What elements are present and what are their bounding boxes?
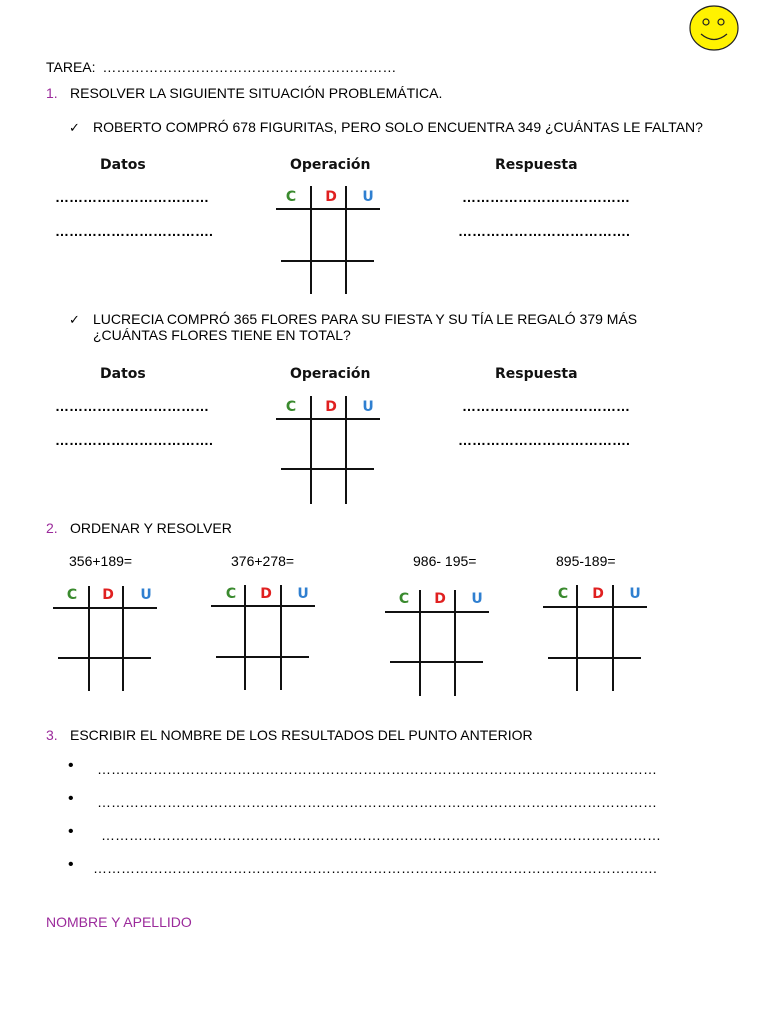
cdu-grid: [211, 581, 317, 693]
problem-2-text-line-1: LUCRECIA COMPRÓ 365 FLORES PARA SU FIESTA Y SU TÍA LE REGALÓ 379 MÁS: [93, 311, 638, 327]
respuesta-line-2: ……………………………….: [458, 223, 630, 239]
datos-header: Datos: [100, 157, 146, 173]
cdu-d-label: D: [325, 189, 337, 205]
cdu-grid: [543, 581, 649, 693]
name-label: NOMBRE Y APELLIDO: [46, 914, 192, 930]
homework-header: [46, 59, 396, 75]
cdu-u-label: U: [471, 591, 483, 607]
cdu-c-label: C: [66, 587, 78, 603]
operacion-header: Operación: [290, 366, 371, 382]
respuesta-header: Respuesta: [495, 157, 578, 173]
bullet-icon: •: [68, 823, 74, 840]
cdu-c-label: C: [557, 586, 569, 602]
datos-line-2: …………………………….: [55, 432, 213, 448]
section-3-title: ESCRIBIR EL NOMBRE DE LOS RESULTADOS DEL PUNTO ANTERIOR: [70, 727, 533, 743]
cdu-u-label: U: [362, 189, 374, 205]
cdu-grid: [53, 582, 159, 694]
cdu-c-label: C: [285, 399, 297, 415]
operacion-header: Operación: [290, 157, 371, 173]
respuesta-line-1: ………………………………: [462, 398, 630, 414]
section-2-heading: [46, 520, 232, 536]
problem-1-text: ROBERTO COMPRÓ 678 FIGURITAS, PERO SOLO ENCUENTRA 349 ¿CUÁNTAS LE FALTAN?: [93, 119, 703, 135]
respuesta-line-2: ……………………………….: [458, 432, 630, 448]
problem-2-text-line-2: ¿CUÁNTAS FLORES TIENE EN TOTAL?: [93, 327, 351, 343]
bullet-icon: •: [68, 856, 74, 873]
answer-line-2: …………………………………………………………………………………………………………: [97, 794, 657, 810]
section-1-title: RESOLVER LA SIGUIENTE SITUACIÓN PROBLEMÁTICA.: [70, 85, 443, 101]
cdu-grid: [385, 586, 491, 698]
section-1-heading: [46, 85, 443, 101]
section-2-title: ORDENAR Y RESOLVER: [70, 520, 232, 536]
exercise-4: 895-189=: [556, 553, 616, 569]
cdu-grid: [276, 394, 382, 506]
checkmark-icon: ✓: [69, 120, 80, 135]
cdu-u-label: U: [140, 587, 152, 603]
smiley-face-icon: [689, 5, 739, 51]
cdu-d-label: D: [592, 586, 604, 602]
datos-line-1: ……………………………: [55, 189, 209, 205]
cdu-c-label: C: [398, 591, 410, 607]
section-3-number: 3.: [46, 727, 58, 743]
problem-1: [69, 119, 703, 136]
datos-line-2: …………………………….: [55, 223, 213, 239]
section-1-number: 1.: [46, 85, 58, 101]
bullet-icon: •: [68, 757, 74, 774]
cdu-u-label: U: [629, 586, 641, 602]
answer-line-1: …………………………………………………………………………………………………………: [97, 761, 657, 777]
cdu-c-label: C: [225, 586, 237, 602]
homework-dots: ………………………………………………………: [102, 59, 397, 75]
cdu-d-label: D: [325, 399, 337, 415]
exercise-3: 986- 195=: [413, 553, 477, 569]
homework-label: TAREA:: [46, 59, 96, 75]
respuesta-line-1: ………………………………: [462, 189, 630, 205]
bullet-icon: •: [68, 790, 74, 807]
section-3-heading: [46, 727, 533, 743]
cdu-c-label: C: [285, 189, 297, 205]
answer-line-4: ………………………………………………………………………………………………………….: [93, 860, 657, 876]
cdu-u-label: U: [362, 399, 374, 415]
cdu-d-label: D: [434, 591, 446, 607]
respuesta-header: Respuesta: [495, 366, 578, 382]
cdu-d-label: D: [260, 586, 272, 602]
answer-line-3: …………………………………………………………………………………………………………: [101, 827, 661, 843]
datos-line-1: ……………………………: [55, 398, 209, 414]
section-2-number: 2.: [46, 520, 58, 536]
cdu-d-label: D: [102, 587, 114, 603]
datos-header: Datos: [100, 366, 146, 382]
checkmark-icon: ✓: [69, 312, 80, 327]
cdu-grid: [276, 184, 382, 296]
cdu-u-label: U: [297, 586, 309, 602]
exercise-2: 376+278=: [231, 553, 295, 569]
exercise-1: 356+189=: [69, 553, 133, 569]
problem-2: [69, 311, 638, 328]
